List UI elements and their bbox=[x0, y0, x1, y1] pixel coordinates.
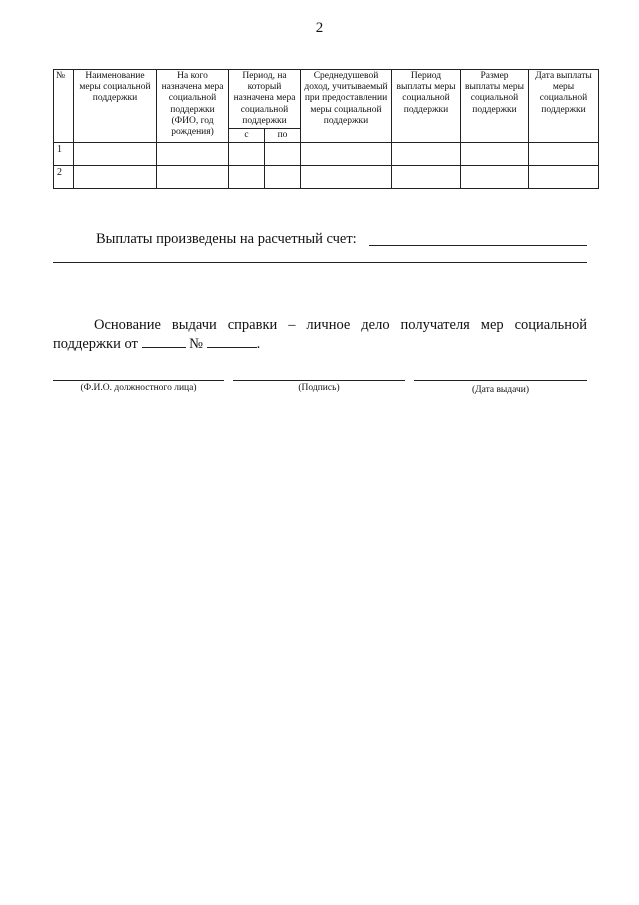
table-cell bbox=[301, 143, 392, 166]
official-name-caption: (Ф.И.О. должностного лица) bbox=[80, 383, 197, 393]
table-cell bbox=[461, 143, 529, 166]
basis-paragraph bbox=[53, 316, 587, 354]
account-fill-line-2 bbox=[53, 262, 587, 263]
signature-caption: (Подпись) bbox=[298, 383, 340, 393]
header-num: № bbox=[54, 70, 74, 143]
page-number: 2 bbox=[315, 20, 324, 36]
table-cell bbox=[74, 143, 157, 166]
header-avg-income: Среднедушевой доход, учитываемый при предоставлении меры социальной поддержки bbox=[301, 70, 392, 143]
social-support-table bbox=[53, 69, 599, 189]
basis-number-blank bbox=[207, 335, 257, 348]
basis-end: . bbox=[256, 335, 261, 352]
signature-line bbox=[233, 380, 405, 381]
header-payment-amount: Размер выплаты меры социальной поддержки bbox=[461, 70, 529, 143]
table-cell bbox=[157, 143, 229, 166]
table-cell bbox=[265, 143, 301, 166]
table-row bbox=[54, 143, 599, 166]
header-payment-period: Период выплаты меры социальной поддержки bbox=[392, 70, 461, 143]
table-cell bbox=[392, 166, 461, 189]
table-cell bbox=[229, 166, 265, 189]
header-period-to: по bbox=[265, 129, 301, 143]
table-row bbox=[54, 166, 599, 189]
issue-date-caption: (Дата выдачи) bbox=[471, 385, 530, 395]
official-name-line bbox=[53, 380, 224, 381]
account-fill-line bbox=[369, 245, 587, 246]
table-cell bbox=[301, 166, 392, 189]
header-assigned-to: На кого назначена мера социальной поддержки (ФИО, год рождения) bbox=[157, 70, 229, 143]
table-cell bbox=[229, 143, 265, 166]
table-cell bbox=[392, 143, 461, 166]
table-cell bbox=[529, 143, 599, 166]
table-cell bbox=[265, 166, 301, 189]
basis-date-blank bbox=[142, 335, 186, 348]
header-period-from: с bbox=[229, 129, 265, 143]
table-cell bbox=[157, 166, 229, 189]
row-number: 1 bbox=[54, 143, 74, 166]
header-period-assigned: Период, на который назначена мера социальной поддержки bbox=[229, 70, 301, 129]
basis-text: Основание выдачи справки – личное дело получателя мер социальной поддержки от bbox=[53, 317, 587, 352]
table-cell bbox=[461, 166, 529, 189]
header-payment-date: Дата выплаты меры социальной поддержки bbox=[529, 70, 599, 143]
table-cell bbox=[529, 166, 599, 189]
issue-date-line bbox=[414, 380, 587, 381]
payments-statement: Выплаты произведены на расчетный счет: bbox=[96, 231, 357, 247]
header-measure-name: Наименование меры социальной поддержки bbox=[74, 70, 157, 143]
basis-number-sign: № bbox=[189, 335, 203, 352]
table-cell bbox=[74, 166, 157, 189]
row-number: 2 bbox=[54, 166, 74, 189]
